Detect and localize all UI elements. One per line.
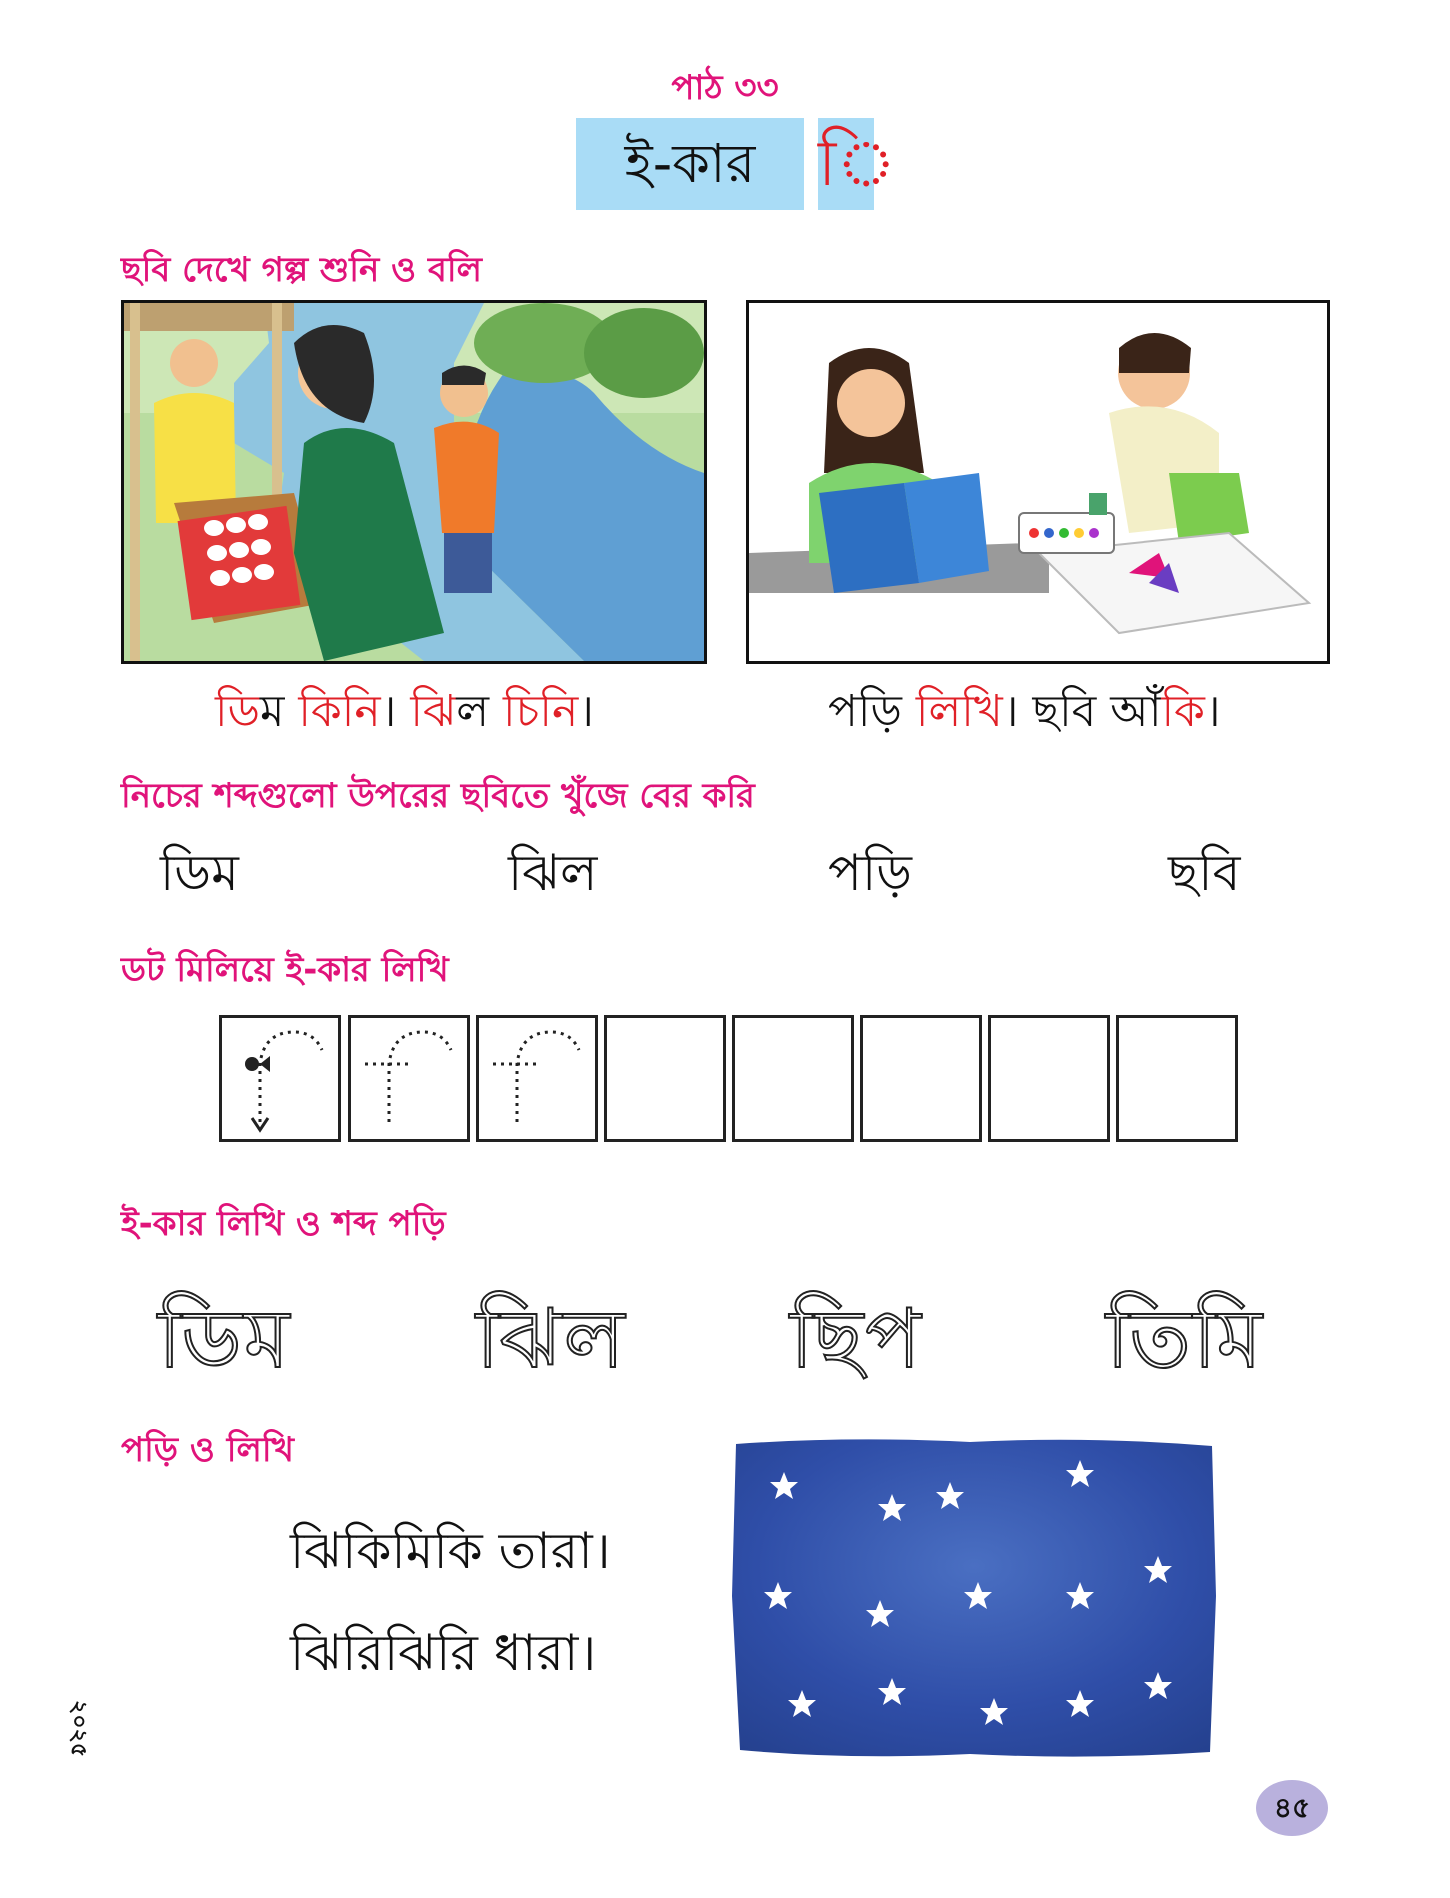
caption-study: পড়ি লিখি। ছবি আঁকি। [828,686,1221,737]
section-heading-dot-trace: ডট মিলিয়ে ই-কার লিখি [121,950,449,990]
poem-line: ঝিরিঝিরি ধারা। [290,1624,597,1682]
trace-box-empty[interactable] [860,1015,982,1142]
section-heading-find-words: নিচের শব্দগুলো উপরের ছবিতে খুঁজে বের করি [121,776,755,816]
poem-line: ঝিকিমিকি তারা। [290,1522,611,1580]
trace-box-empty[interactable] [732,1015,854,1142]
trace-word[interactable]: ঝিল [476,1292,627,1387]
section-heading-look-and-tell: ছবি দেখে গল্প শুনি ও বলি [121,250,482,290]
lesson-title: ই-কার [624,132,756,195]
page-number: ৪৫ [1256,1780,1328,1836]
market-illustration [121,300,707,664]
trace-box-dotted[interactable] [348,1015,470,1142]
trace-word[interactable]: ছিপ [790,1292,923,1387]
find-word: ঝিল [508,844,598,902]
trace-word[interactable]: ডিম [158,1292,292,1387]
vowel-sign: ি [818,127,897,201]
trace-box-empty[interactable] [988,1015,1110,1142]
find-word: পড়ি [828,844,912,902]
starry-sky-illustration [730,1436,1218,1760]
section-heading-read-and-write: পড়ি ও লিখি [121,1430,294,1470]
trace-box-empty[interactable] [1116,1015,1238,1142]
trace-box-empty[interactable] [604,1015,726,1142]
find-word: ছবি [1168,844,1241,902]
lesson-number: পাঠ ৩৩ [671,68,779,108]
trace-word[interactable]: তিমি [1106,1292,1264,1387]
trace-box-guided[interactable] [219,1015,341,1142]
caption-market: ডিম কিনি। ঝিল চিনি। [215,686,594,737]
study-drawing-illustration [746,300,1330,664]
find-word: ডিম [160,844,239,902]
section-heading-write-and-read: ই-কার লিখি ও শব্দ পড়ি [121,1204,446,1244]
trace-box-dotted[interactable] [476,1015,598,1142]
side-code: ২০২৫ [66,1700,91,1758]
